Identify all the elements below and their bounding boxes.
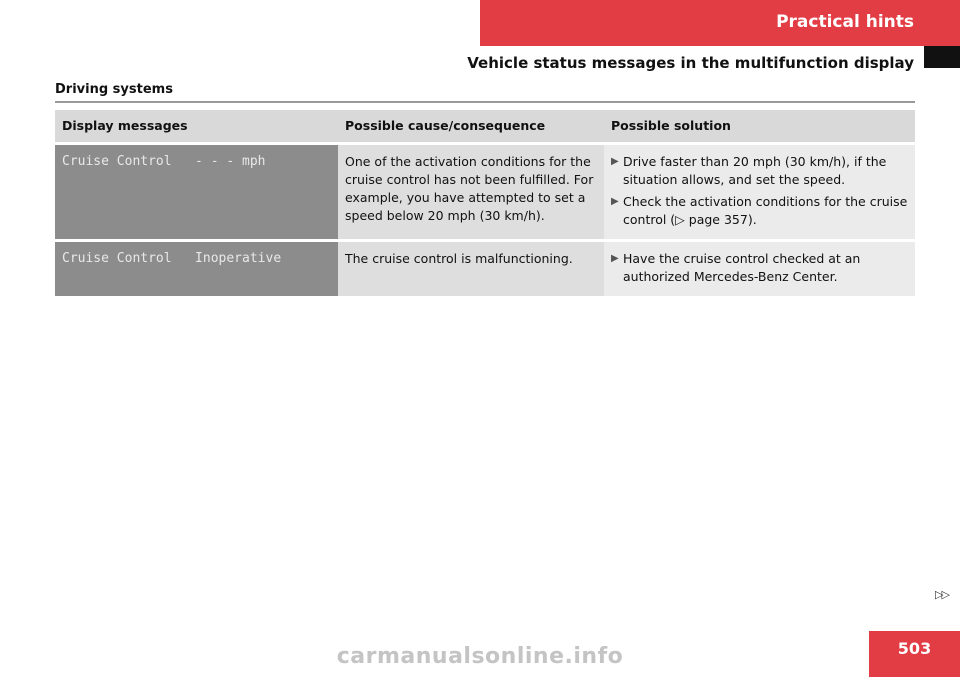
solution-text: Have the cruise control checked at an authorized Mercedes-Benz Center. <box>623 251 861 284</box>
thumb-tab <box>924 46 960 68</box>
solution-step <box>611 193 908 229</box>
table-row <box>55 145 915 242</box>
display-message: Cruise Control Inoperative <box>55 242 338 299</box>
chapter-banner <box>480 0 960 46</box>
solution-cell <box>604 242 915 299</box>
solution-step <box>611 250 908 286</box>
column-header-cause: Possible cause/consequence <box>338 110 604 145</box>
cause-text: One of the activation conditions for the cruise control has not been fulfilled. For example, you have attempted to set a speed below 20 mph (30 km/h). <box>338 145 604 242</box>
section-divider <box>55 101 915 103</box>
solution-text: Check the activation conditions for the cruise control (▷ page 357). <box>623 194 908 227</box>
display-message: Cruise Control - - - mph <box>55 145 338 242</box>
cause-text: The cruise control is malfunctioning. <box>338 242 604 299</box>
chapter-title: Practical hints <box>776 12 914 32</box>
triangle-right-icon: ▶ <box>611 253 619 264</box>
solution-text: Drive faster than 20 mph (30 km/h), if the situation allows, and set the speed. <box>623 154 887 187</box>
continue-arrows-icon: ▷▷ <box>935 588 948 601</box>
solution-cell <box>604 145 915 242</box>
column-header-solution: Possible solution <box>604 110 915 145</box>
status-messages-table <box>55 110 915 299</box>
table-header-row <box>55 110 915 145</box>
triangle-right-icon: ▶ <box>611 196 619 207</box>
column-header-display-messages: Display messages <box>55 110 338 145</box>
watermark: carmanualsonline.info <box>336 644 624 669</box>
triangle-right-icon: ▶ <box>611 156 619 167</box>
page-number: 503 <box>897 639 932 658</box>
section-title: Driving systems <box>55 82 173 97</box>
page-subtitle: Vehicle status messages in the multifunction display <box>467 54 914 72</box>
solution-step <box>611 153 908 189</box>
table-row <box>55 242 915 299</box>
